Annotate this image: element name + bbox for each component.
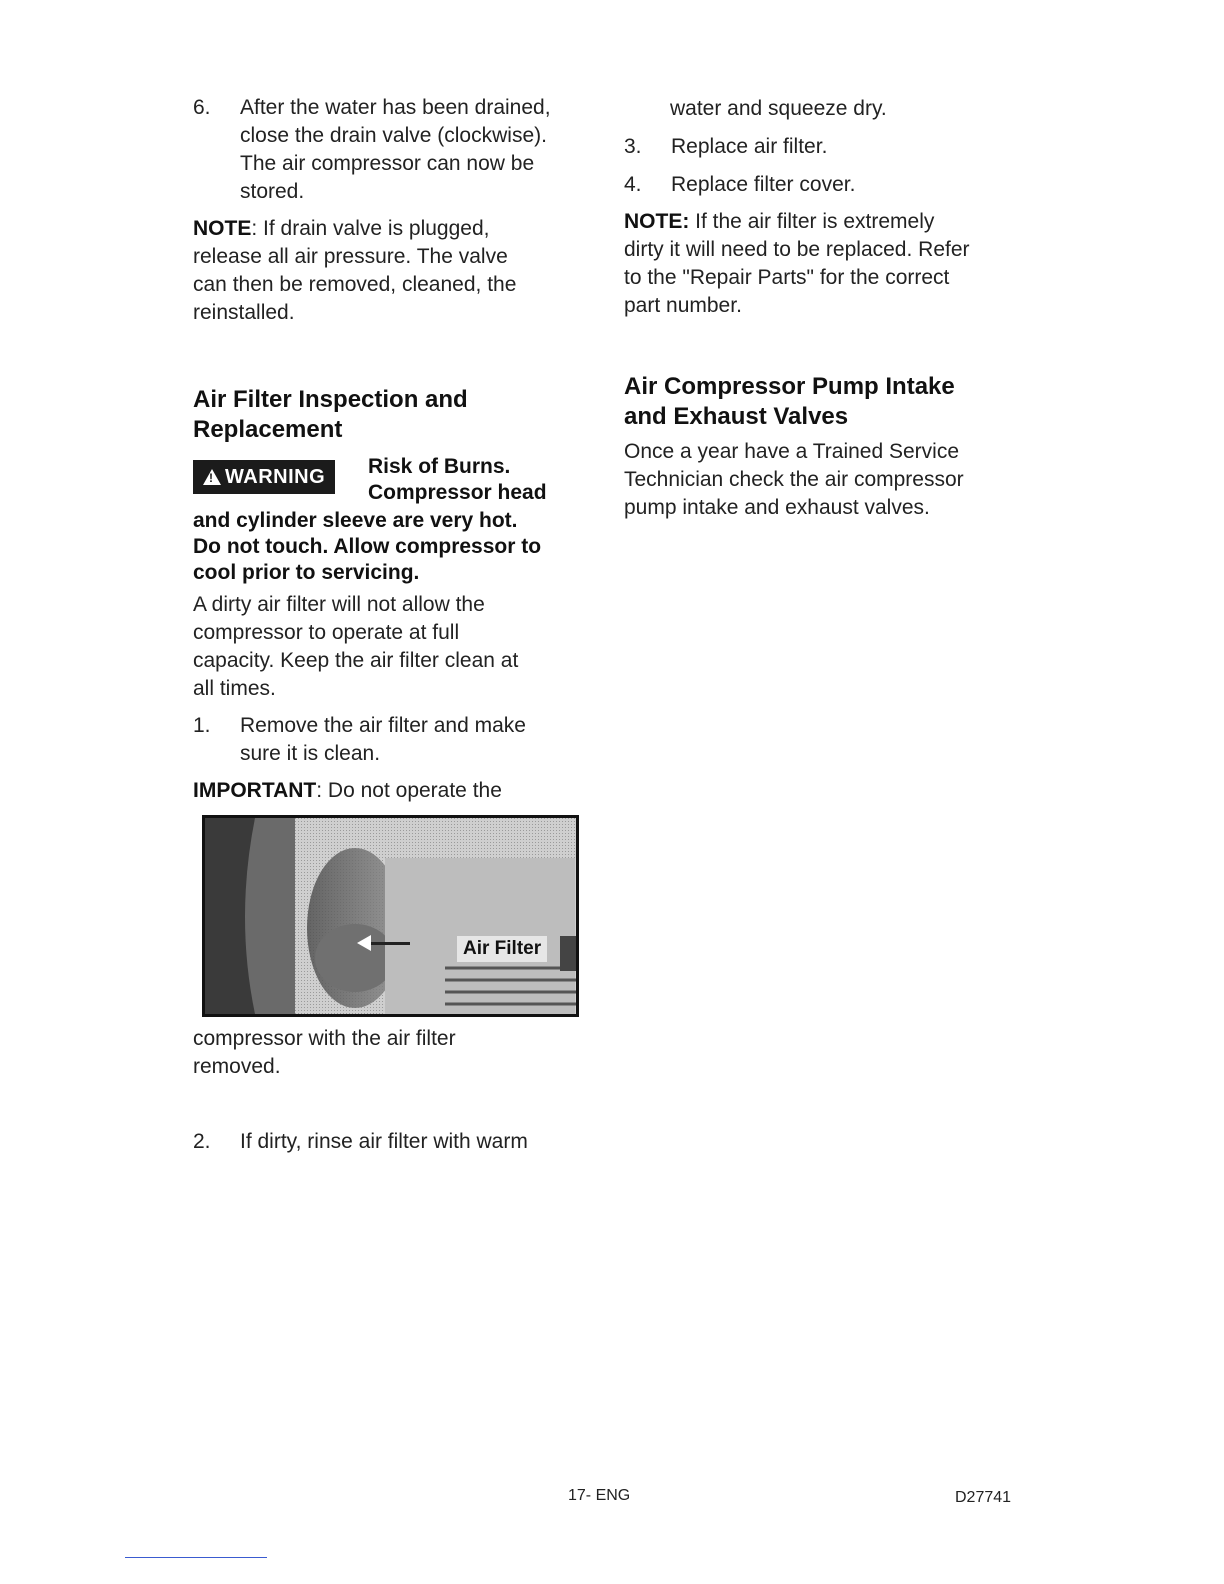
heading-line: Air Compressor Pump Intake [624,373,955,400]
note-label: NOTE [193,217,252,240]
step-6-line: After the water has been drained, [240,96,551,119]
note-line: can then be removed, cleaned, the [193,273,517,296]
note-line: dirty it will need to be replaced. Refer [624,238,970,261]
important-text: : Do not operate the [316,779,502,802]
warning-triangle-icon [203,469,221,485]
step-6-line: stored. [240,180,305,203]
section-heading-air-filter [193,385,593,445]
note-line: reinstalled. [193,301,295,324]
section-heading-pump-valves [624,372,1044,432]
note-label: NOTE: [624,210,690,233]
step-1-line: sure it is clean. [240,742,381,765]
note-line: If the air filter is extremely [689,210,935,233]
step-1-line: Remove the air filter and make [240,714,526,737]
warning-badge-label: WARNING [225,466,326,488]
air-filter-photo [202,815,579,1017]
paragraph-after-figure [193,1025,593,1081]
paragraph-line: Technician check the air compressor [624,468,964,491]
warning-line: cool prior to servicing. [193,561,420,584]
step-4-text: Replace filter cover. [671,173,856,196]
arrow-left-icon [357,935,371,951]
important-note [193,777,593,805]
paragraph-line: Once a year have a Trained Service [624,440,960,463]
note-line: to the "Repair Parts" for the correct [624,266,950,289]
paragraph-line: pump intake and exhaust valves. [624,496,930,519]
note-line: release all air pressure. The valve [193,245,508,268]
note-dirty-filter [624,208,1044,320]
note-line: part number. [624,294,742,317]
step-number: 2. [193,1130,211,1153]
step-number: 6. [193,96,211,119]
warning-line: Compressor head [368,481,547,504]
heading-line: and Exhaust Valves [624,403,849,430]
warning-line: Risk of Burns. [368,455,511,478]
paragraph-dirty-filter [193,591,593,703]
page-number: 17- ENG [568,1487,631,1504]
heading-line: Replacement [193,416,343,443]
note-drain-valve [193,215,593,327]
step-number: 1. [193,714,211,737]
warning-line: Do not touch. Allow compressor to [193,535,542,558]
paragraph-pump-valves [624,438,1044,522]
air-filter-illustration [205,818,576,1014]
warning-line: and cylinder sleeve are very hot. [193,509,518,532]
step-3-text: Replace air filter. [671,135,828,158]
paragraph-line: A dirty air filter will not allow the [193,593,485,616]
note-line: : If drain valve is plugged, [251,217,490,240]
arrow-shaft [370,942,410,945]
heading-line: Air Filter Inspection and [193,386,468,413]
paragraph-line: compressor with the air filter [193,1027,456,1050]
document-code: D27741 [955,1489,1012,1506]
step-number: 4. [624,173,642,196]
step-number: 3. [624,135,642,158]
warning-badge [193,460,335,494]
paragraph-line: compressor to operate at full [193,621,460,644]
figure-callout-label: Air Filter [457,936,547,962]
paragraph-line: removed. [193,1055,281,1078]
warning-block [193,456,593,586]
paragraph-line: all times. [193,677,276,700]
step-2-text: If dirty, rinse air filter with warm [240,1130,528,1153]
step-2-continued: water and squeeze dry. [670,97,887,120]
footer-rule [125,1557,267,1558]
important-label: IMPORTANT [193,779,317,802]
step-6-line: The air compressor can now be [240,152,535,175]
step-6-line: close the drain valve (clockwise). [240,124,547,147]
paragraph-line: capacity. Keep the air filter clean at [193,649,519,672]
